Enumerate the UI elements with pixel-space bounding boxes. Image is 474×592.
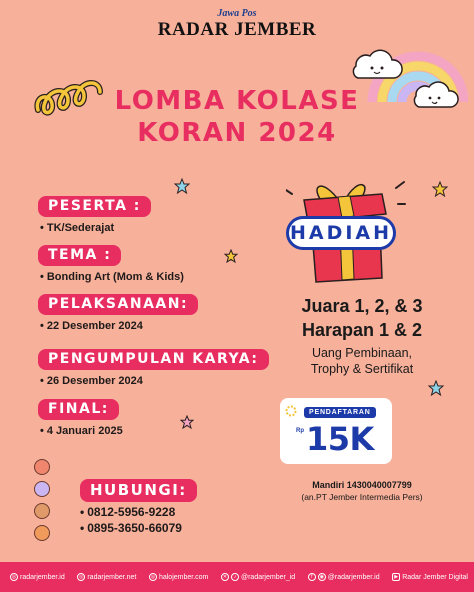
star-icon [432,181,448,197]
dot-decoration [34,459,50,475]
peserta-label: PESERTA : [38,196,151,217]
pengumpulan-label: PENGUMPULAN KARYA: [38,349,269,370]
prize-line-1: Juara 1, 2, & 3 [301,296,423,316]
dot-decoration [34,481,50,497]
footer-social-fb-ig[interactable]: f ◉ @radarjember.id [308,573,380,581]
footer-link-radarjember-id[interactable]: ◎ radarjember.id [11,573,65,581]
footer-youtube[interactable]: ▶ Radar Jember Digital [392,573,468,581]
globe-icon: ◎ [11,574,17,580]
tema-value: • Bonding Art (Mom & Kids) [40,271,184,283]
registration-currency: Rp [296,428,304,434]
pengumpulan-value: • 26 Desember 2024 [40,375,143,387]
globe-icon: ◎ [79,574,84,580]
phone-1[interactable]: • 0812-5956-9228 [80,505,176,519]
star-icon [180,415,194,429]
pelaksanaan-label: PELAKSANAAN: [38,294,198,315]
prize-sub-1: Uang Pembinaan, [311,346,413,360]
facebook-icon: f [308,573,316,581]
x-icon: ✕ [222,574,228,580]
footer-bar [0,562,474,592]
title-line-1: LOMBA KOLASE [114,86,360,116]
registration-label: PENDAFTARAN [304,407,376,418]
dot-decoration [34,503,50,519]
peserta-value: • TK/Sederajat [40,222,115,234]
phone-2[interactable]: • 0895-3650-66079 [80,521,182,535]
prize-sub-2: Trophy & Sertifikat [310,362,414,376]
hubungi-label: HUBUNGI: [80,479,197,502]
footer-link-radarjember-net[interactable]: ◎ radarjember.net [79,573,137,581]
brand-logo-text: RADAR JEMBER [157,19,317,40]
bank-account-name: (an.PT Jember Intermedia Pers) [301,492,423,502]
tiktok-icon: ♪ [231,573,239,581]
title-line-2: KORAN 2024 [137,118,337,148]
brand-tagline: Jawa Pos [217,8,257,19]
globe-icon: ◎ [150,574,156,580]
footer-social-x-tiktok[interactable]: ✕ ♪ @radarjember_id [222,573,296,581]
tema-label: TEMA : [38,245,121,266]
footer-link-halojember[interactable]: ◎ halojember.com [150,573,209,581]
bank-account: Mandiri 1430040007799 [312,480,412,490]
sparkle-icon [284,404,298,418]
registration-amount: 15K [306,420,374,458]
star-icon [428,380,444,396]
star-icon [224,249,238,263]
instagram-icon: ◉ [319,574,324,580]
star-icon [174,178,190,194]
dot-decoration [34,525,50,541]
pelaksanaan-value: • 22 Desember 2024 [40,320,143,332]
final-label: FINAL: [38,399,119,420]
final-value: • 4 Januari 2025 [40,425,123,437]
youtube-icon: ▶ [392,573,400,581]
prize-line-2: Harapan 1 & 2 [301,320,423,340]
hadiah-badge: HADIAH [286,216,396,250]
